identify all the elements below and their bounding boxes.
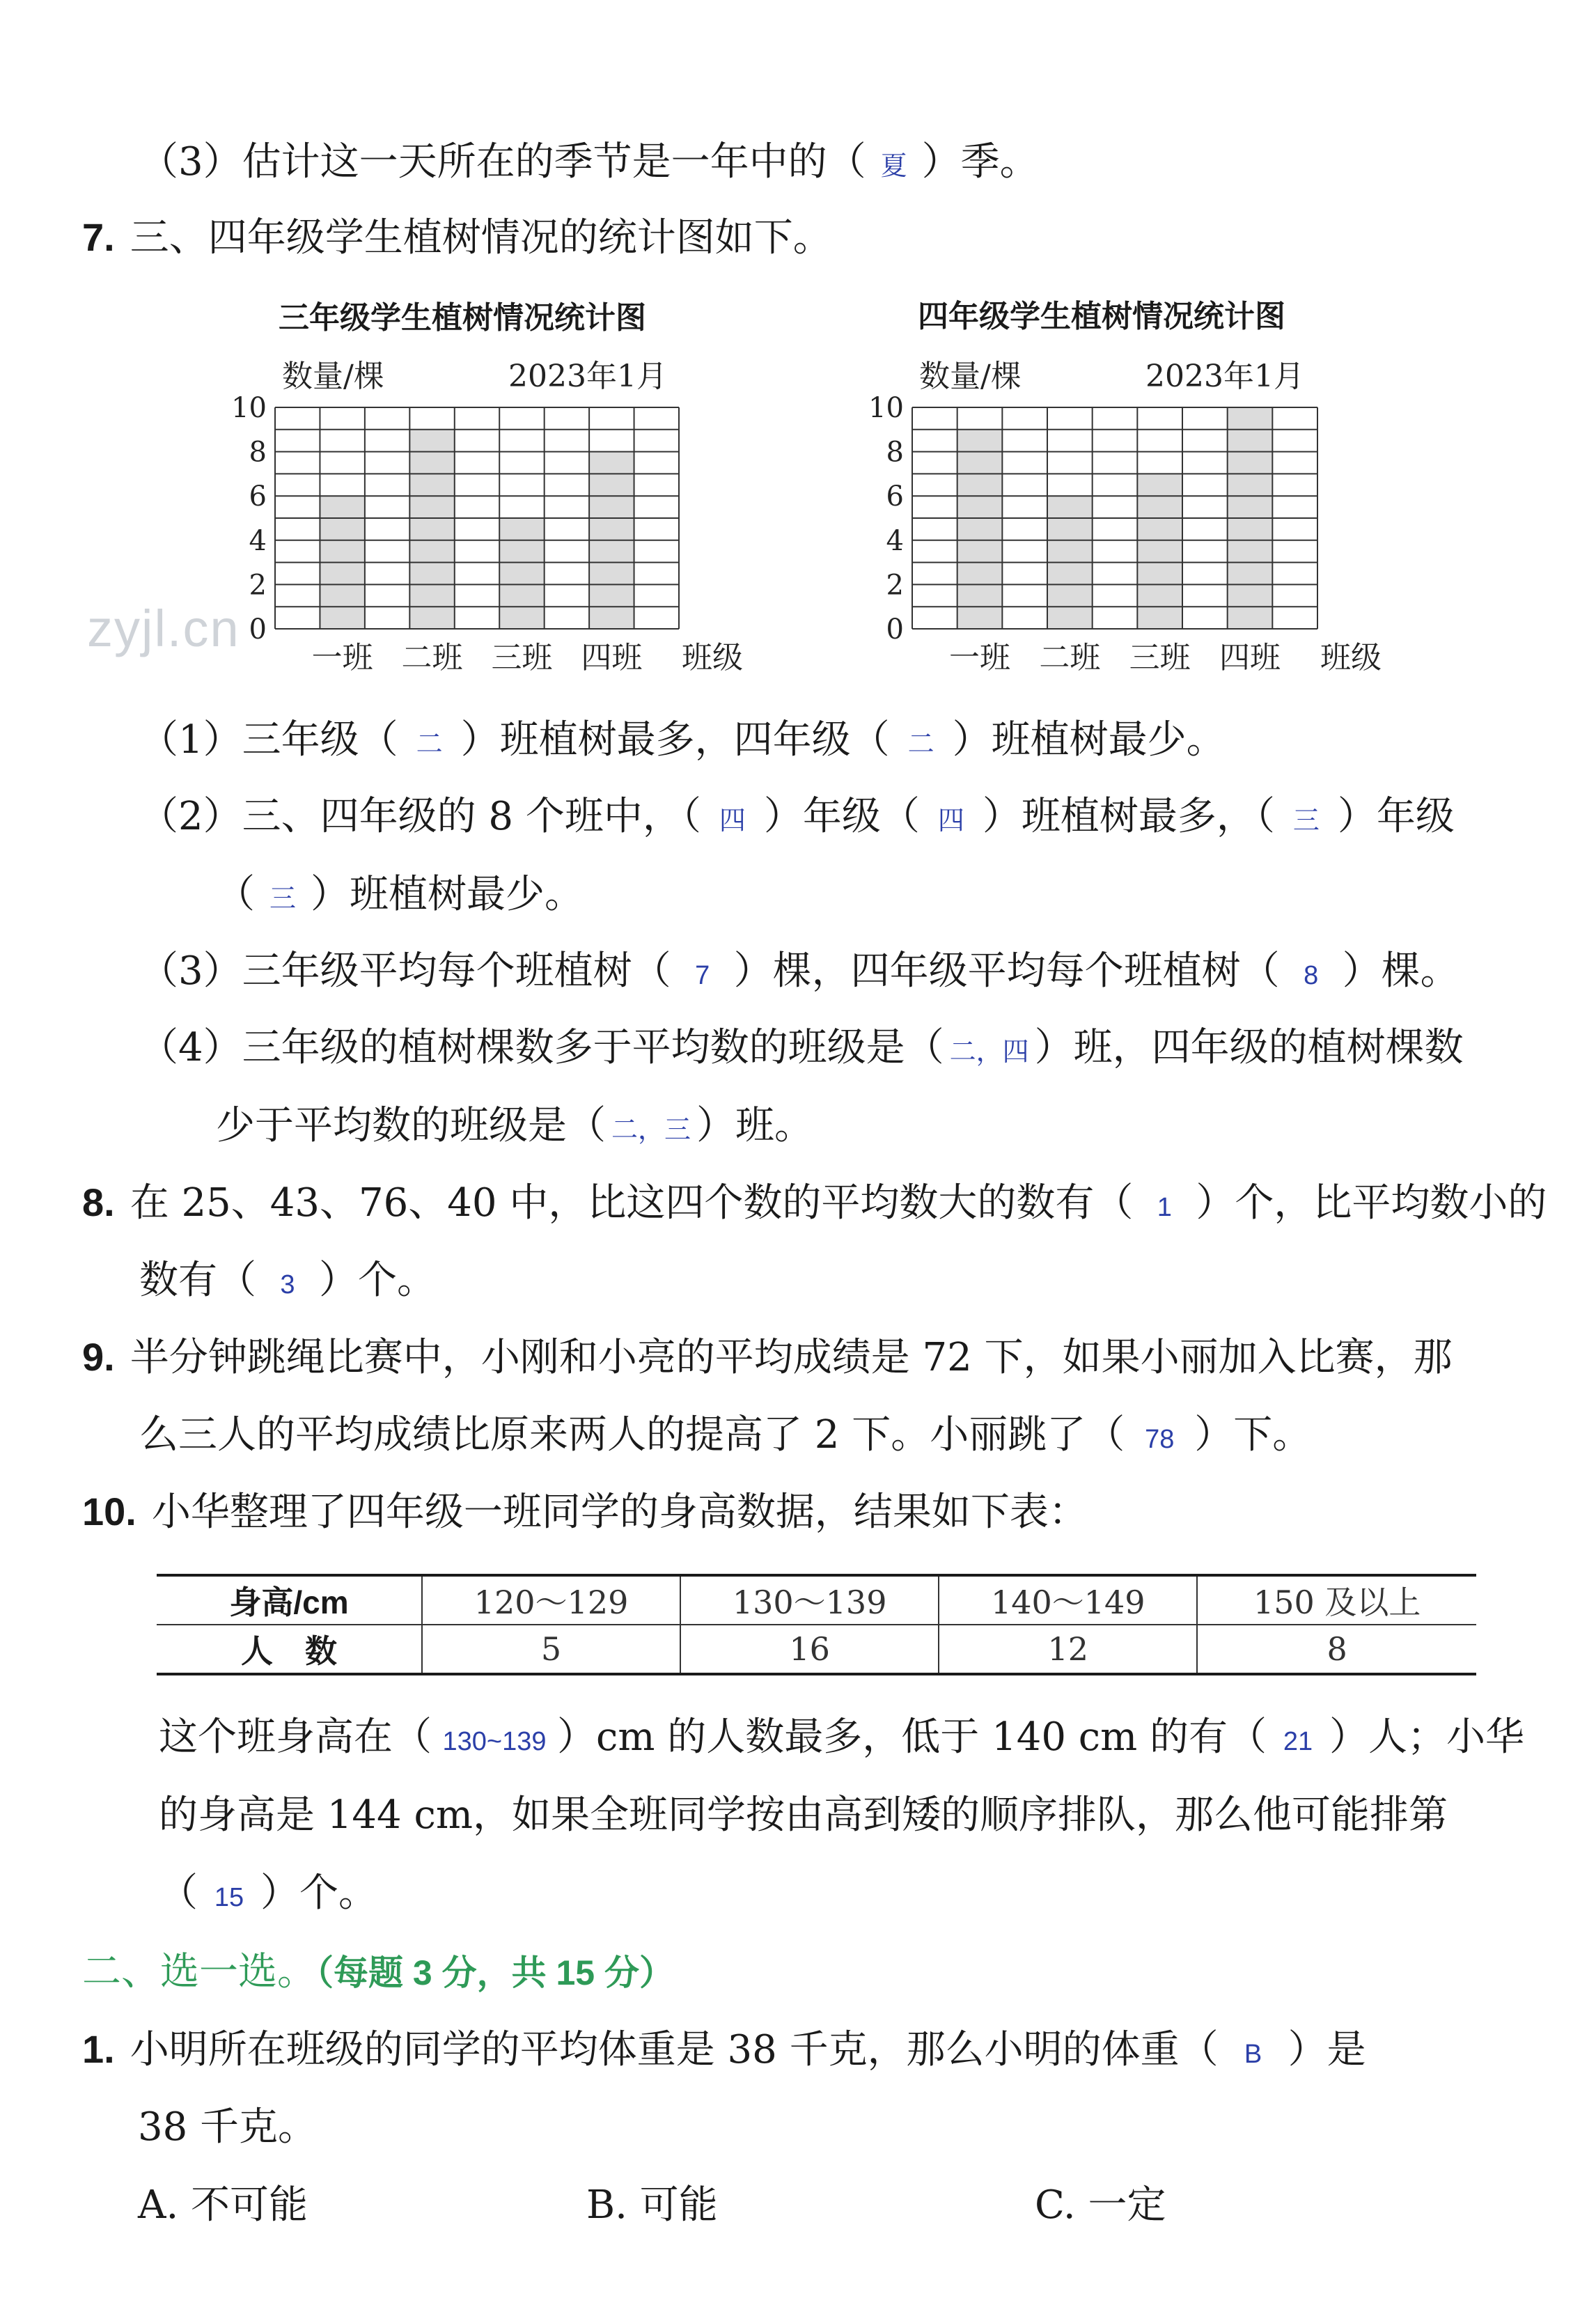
table-cell: 人 数 xyxy=(157,1625,422,1674)
q9: 9. 半分钟跳绳比赛中，小刚和小亮的平均成绩是 72 下，如果小丽加入比赛，那 xyxy=(82,1335,1453,1380)
answer-blank: 四 xyxy=(937,806,964,836)
y-tick-label: 4 xyxy=(886,524,904,557)
q9-cont: 么三人的平均成绩比原来两人的提高了 2 下。小丽跳了（ 78 ）下。 xyxy=(139,1411,1311,1464)
answer-blank: 二，三 xyxy=(611,1116,691,1145)
answer-blank: 夏 xyxy=(880,152,907,181)
bar-三班 xyxy=(499,518,544,629)
table-row xyxy=(157,1625,1476,1674)
answer-blank: 78 xyxy=(1145,1425,1175,1454)
answer-blank: 3 xyxy=(280,1270,295,1299)
y-tick-label: 10 xyxy=(231,392,267,424)
x-tick-label: 二班 xyxy=(1039,640,1101,675)
table-cell: 身高/cm xyxy=(157,1575,422,1625)
answer-blank: 二 xyxy=(907,730,934,759)
y-tick-label: 0 xyxy=(249,614,267,646)
option-b: B. 可能 xyxy=(586,2182,718,2228)
bar-一班 xyxy=(957,430,1003,629)
table-cell: 130～139 xyxy=(680,1575,939,1625)
x-tick-label: 三班 xyxy=(1129,640,1191,675)
q10-line1: 这个班身高在（ 130~139 ）cm 的人数最多，低于 140 cm 的有（ 21 ）人；小华 xyxy=(159,1713,1524,1766)
q7-part4: （4）三年级的植树棵数多于平均数的班级是（ 二，四 ）班，四年级的植树棵数 xyxy=(139,1024,1464,1077)
x-tick-label: 一班 xyxy=(949,640,1010,675)
y-tick-label: 8 xyxy=(886,436,904,469)
x-axis-label: 班级 xyxy=(682,640,743,675)
answer-blank: 二 xyxy=(416,730,443,759)
bar-charts xyxy=(0,0,1596,696)
q7-part2-cont: （ 三 ）班植树最少。 xyxy=(216,870,584,923)
answer-blank: 三 xyxy=(1292,806,1320,836)
chart-date: 2023年1月 xyxy=(1145,359,1304,394)
table-cell: 16 xyxy=(680,1625,939,1674)
table-cell: 8 xyxy=(1197,1625,1476,1674)
y-tick-label: 10 xyxy=(868,392,904,424)
q10-line2: 的身高是 144 cm，如果全班同学按由高到矮的顺序排队，那么他可能排第 xyxy=(159,1792,1448,1838)
s2-q1: 1. 小明所在班级的同学的平均体重是 38 千克，那么小明的体重（ B ）是 xyxy=(82,2025,1366,2079)
section2-heading: 二、选一选。（每题 3 分，共 15 分） xyxy=(82,1949,674,1993)
x-tick-label: 一班 xyxy=(311,640,373,675)
answer-blank: 21 xyxy=(1283,1727,1313,1756)
q8-cont: 数有（ 3 ）个。 xyxy=(139,1256,436,1309)
watermark: zyjl.cn xyxy=(87,600,240,657)
table-cell: 140～149 xyxy=(939,1575,1197,1625)
option-c: C. 一定 xyxy=(1035,2182,1166,2228)
answer-blank: 四 xyxy=(719,806,746,836)
q6-part3: （3）估计这一天所在的季节是一年中的（ 夏 ）季。 xyxy=(139,138,1039,191)
q7-part3: （3）三年级平均每个班植树（ 7 ）棵，四年级平均每个班植树（ 8 ）棵。 xyxy=(139,947,1460,1000)
table-cell: 5 xyxy=(422,1625,680,1674)
q7-part4-cont: 少于平均数的班级是（ 二，三 ）班。 xyxy=(216,1102,813,1155)
q10: 10. 小华整理了四年级一班同学的身高数据，结果如下表： xyxy=(82,1490,1088,1535)
y-tick-label: 2 xyxy=(249,569,267,602)
chart1-title: 三年级学生植树情况统计图 xyxy=(279,301,646,335)
y-tick-label: 2 xyxy=(886,569,904,602)
y-tick-label: 6 xyxy=(886,480,904,513)
s2-q1-cont: 38 千克。 xyxy=(138,2104,318,2150)
q7-part1: （1）三年级（ 二 ）班植树最多，四年级（ 二 ）班植树最少。 xyxy=(139,716,1226,769)
x-tick-label: 三班 xyxy=(491,640,553,675)
answer-blank: 二，四 xyxy=(949,1038,1029,1067)
table-cell: 120～129 xyxy=(422,1575,680,1625)
answer-blank: B xyxy=(1244,2040,1262,2069)
answer-blank: 130~139 xyxy=(442,1727,547,1756)
option-a: A. 不可能 xyxy=(138,2182,308,2228)
x-tick-label: 四班 xyxy=(1219,640,1281,675)
x-axis-label: 班级 xyxy=(1320,640,1382,675)
answer-blank: 15 xyxy=(214,1883,244,1912)
y-tick-label: 0 xyxy=(886,614,904,646)
chart-date: 2023年1月 xyxy=(508,359,667,394)
y-tick-label: 4 xyxy=(249,524,267,557)
y-axis-label: 数量/棵 xyxy=(282,359,384,394)
q8: 8. 在 25、43、76、40 中，比这四个数的平均数大的数有（ 1 ）个，比平均数小的 xyxy=(82,1178,1547,1232)
y-axis-label: 数量/棵 xyxy=(919,359,1022,394)
x-tick-label: 二班 xyxy=(401,640,463,675)
x-tick-label: 四班 xyxy=(581,640,643,675)
y-tick-label: 8 xyxy=(249,436,267,469)
chart2-title: 四年级学生植树情况统计图 xyxy=(918,299,1285,334)
bar-三班 xyxy=(1137,474,1182,629)
q10-line3: （ 15 ）个。 xyxy=(159,1869,377,1922)
answer-blank: 1 xyxy=(1157,1193,1172,1222)
y-tick-label: 6 xyxy=(249,480,267,513)
answer-blank: 8 xyxy=(1304,961,1319,990)
answer-blank: 7 xyxy=(695,961,710,990)
answer-blank: 三 xyxy=(269,884,296,914)
table-cell: 12 xyxy=(939,1625,1197,1674)
q7-part2: （2）三、四年级的 8 个班中，（ 四 ）年级（ 四 ）班植树最多，（ 三 ）年级 xyxy=(139,792,1455,845)
height-table xyxy=(157,1574,1476,1675)
bar-二班 xyxy=(409,430,454,629)
q7-intro: 7. 三、四年级学生植树情况的统计图如下。 xyxy=(82,215,832,260)
table-header-row xyxy=(157,1575,1476,1625)
table-cell: 150 及以上 xyxy=(1197,1575,1476,1625)
